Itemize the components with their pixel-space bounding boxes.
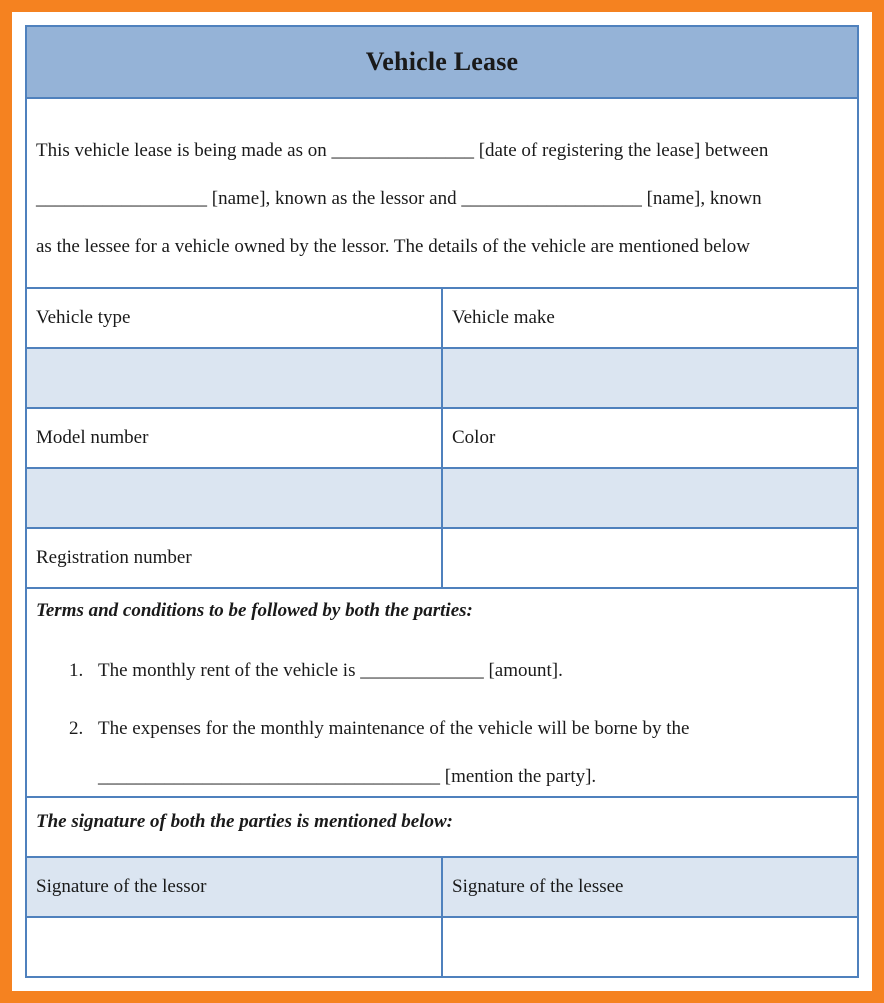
term-1-number: 1. [69, 660, 84, 681]
vehicle-make-label: Vehicle make [452, 307, 555, 328]
form-title: Vehicle Lease [365, 47, 519, 76]
vehicle-type-field[interactable] [27, 349, 443, 407]
intro-line-3: as the lessee for a vehicle owned by the lessor. The details of the vehicle are mentioned below [36, 236, 751, 257]
term-2-text-line-1: The expenses for the monthly maintenance of the vehicle will be borne by the [98, 718, 690, 739]
title-bar [27, 27, 857, 99]
intro-line-2: __________________ [name], known as the lessor and ___________________ [name], known [36, 188, 762, 209]
vehicle-lease-form [25, 25, 859, 978]
model-color-row [27, 409, 857, 469]
term-2-number: 2. [69, 718, 84, 739]
term-1-text: The monthly rent of the vehicle is _____________ [amount]. [98, 660, 563, 681]
model-color-entry-row [27, 469, 857, 529]
vehicle-type-label: Vehicle type [27, 289, 443, 347]
intro-section [27, 99, 857, 289]
intro-line-1: This vehicle lease is being made as on _______________ [date of registering the lease] between [36, 140, 769, 161]
lessor-signature-field[interactable] [27, 918, 443, 978]
lessor-signature-label: Signature of the lessor [27, 858, 443, 916]
term-2-text-line-2: ____________________________________ [mention the party]. [98, 766, 597, 787]
model-number-field[interactable] [27, 469, 443, 527]
registration-number-field[interactable] [443, 529, 857, 587]
vehicle-make-field[interactable] [443, 349, 857, 407]
lessee-signature-field[interactable] [443, 918, 857, 978]
signature-entry-row [27, 918, 857, 978]
model-number-label: Model number [27, 409, 443, 467]
lessee-signature-label: Signature of the lessee [452, 876, 624, 897]
terms-section [27, 589, 857, 798]
page [12, 12, 872, 991]
terms-heading: Terms and conditions to be followed by both the parties: [36, 600, 473, 621]
vehicle-type-make-entry-row [27, 349, 857, 409]
vehicle-type-make-row [27, 289, 857, 349]
registration-row [27, 529, 857, 589]
signature-heading-row [27, 798, 857, 858]
signature-label-row [27, 858, 857, 918]
color-field[interactable] [443, 469, 857, 527]
signature-heading: The signature of both the parties is mentioned below: [36, 811, 453, 832]
color-label: Color [452, 427, 496, 448]
registration-number-label: Registration number [27, 529, 443, 587]
